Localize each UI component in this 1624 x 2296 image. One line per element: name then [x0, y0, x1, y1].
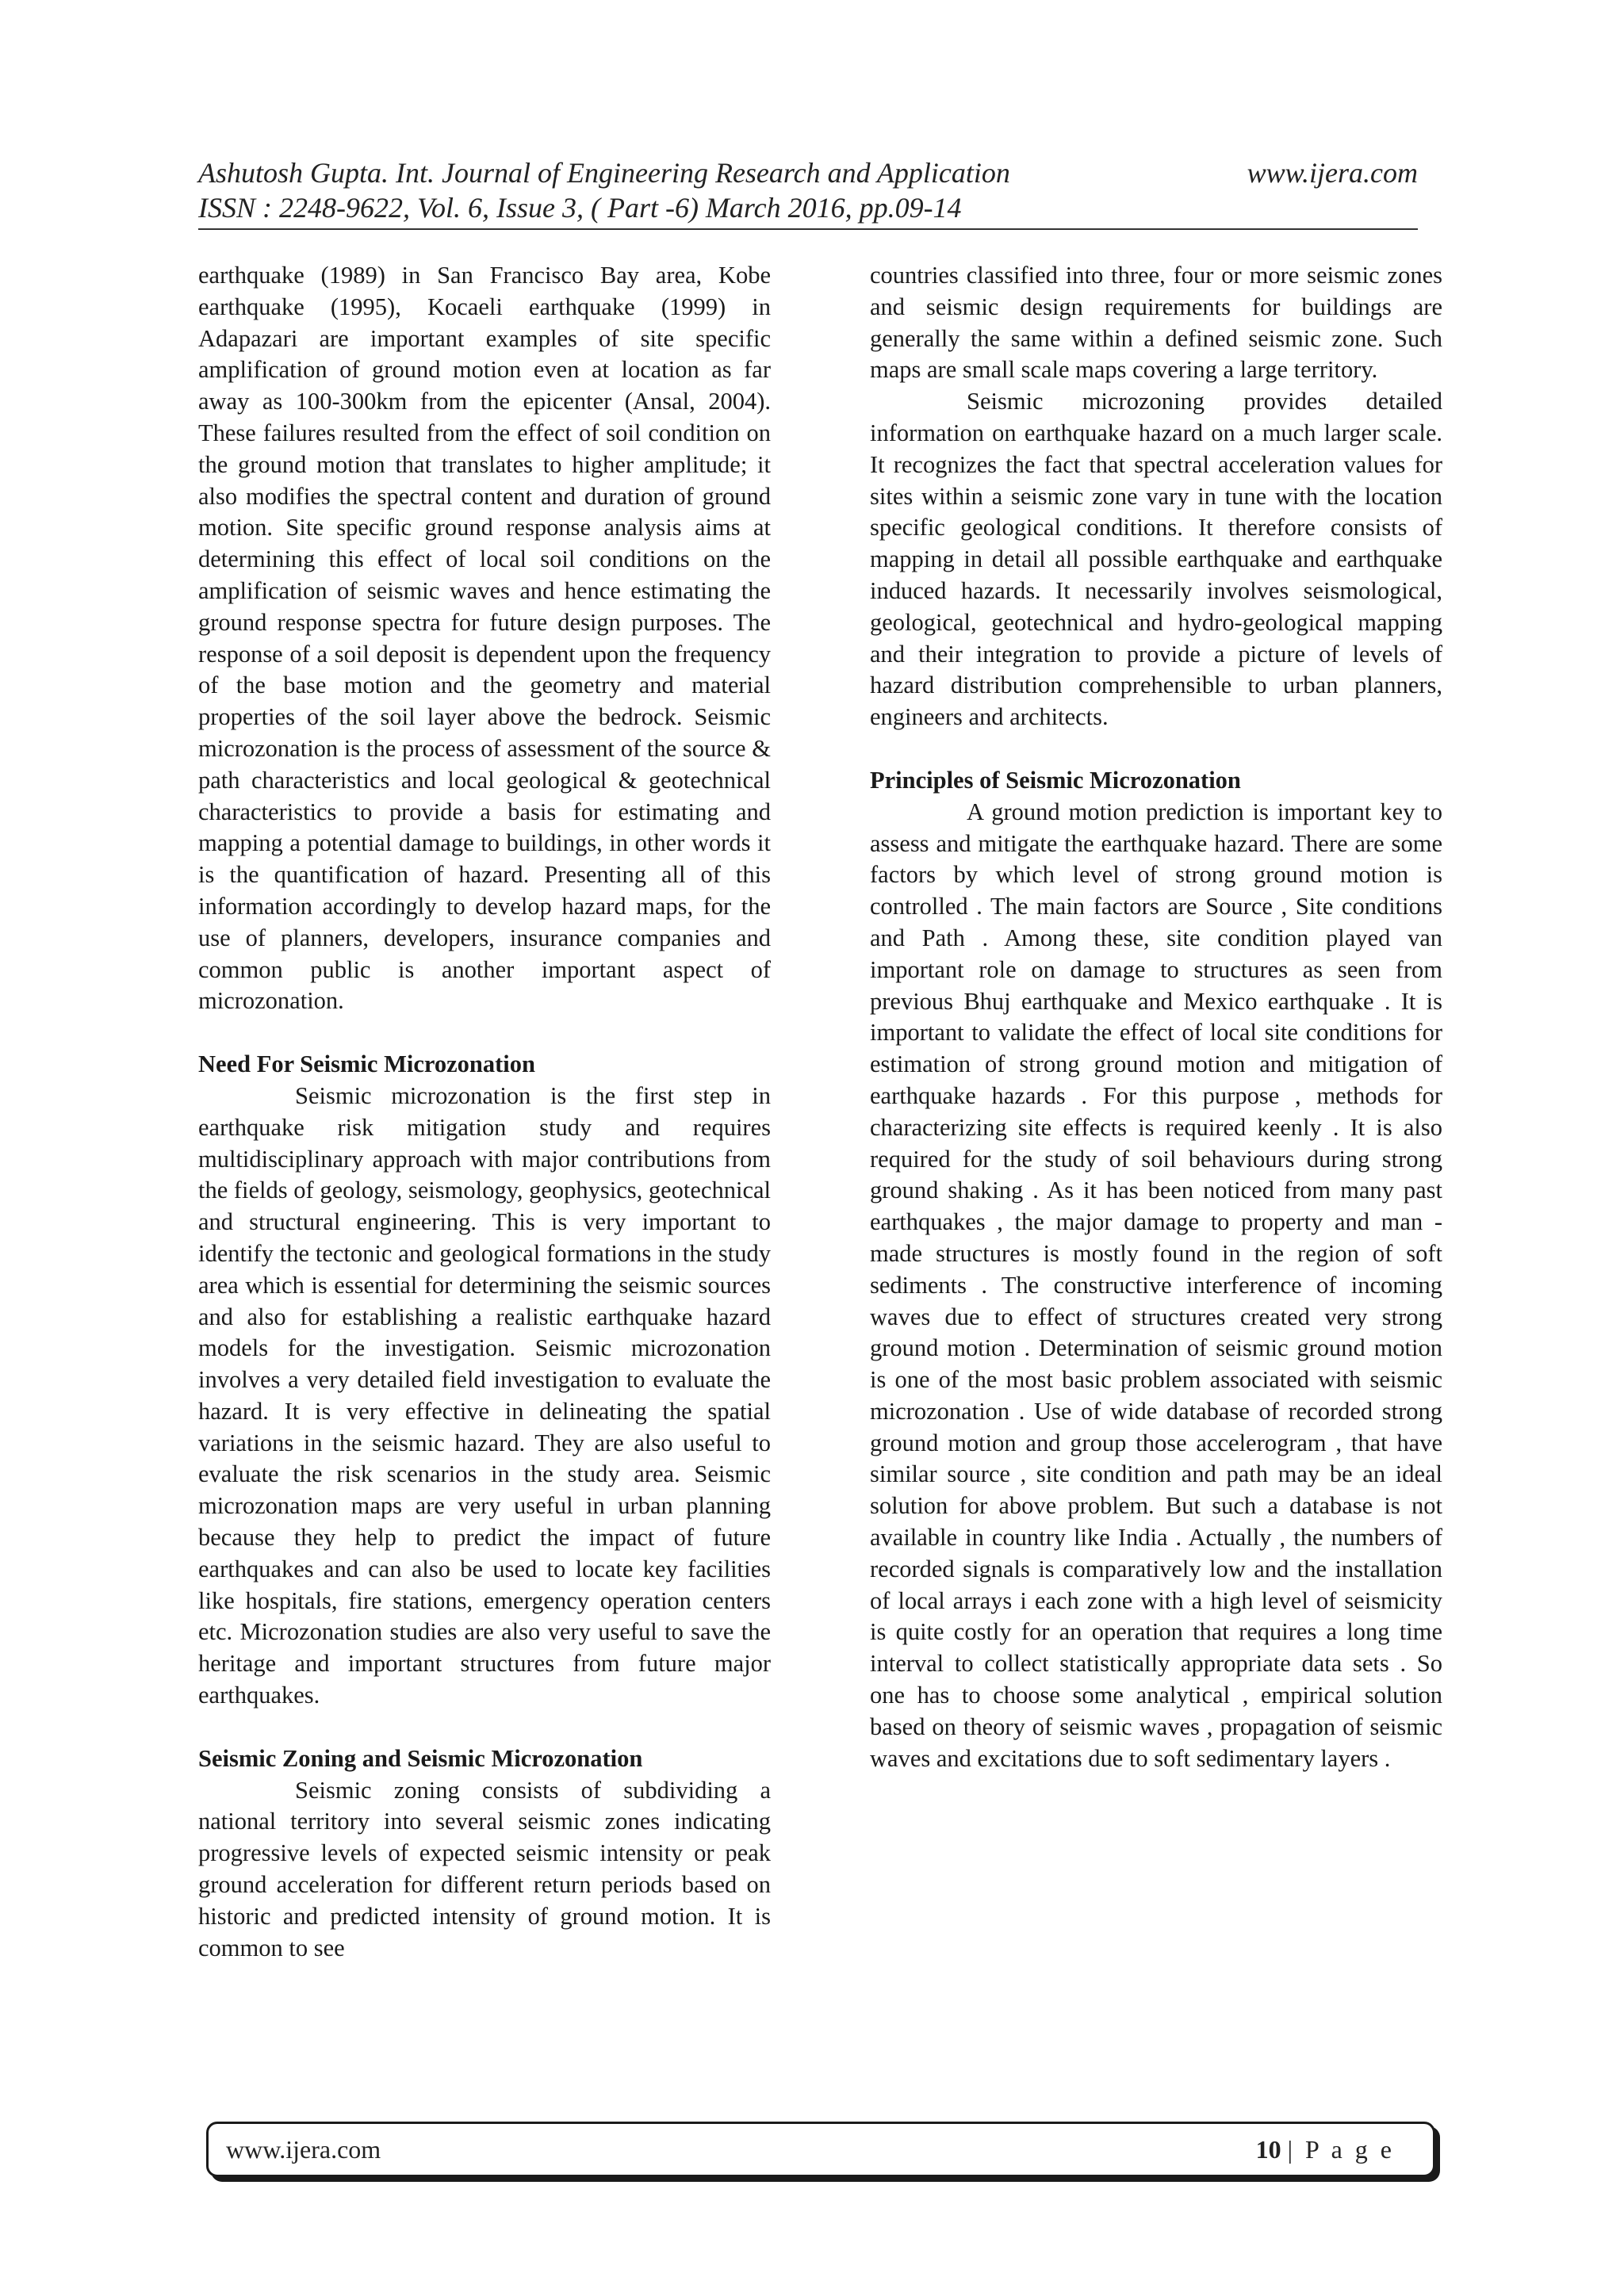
intro-paragraph: earthquake (1989) in San Francisco Bay area, Kobe earthquake (1995), Kocaeli earthquake (1999) in Adapazari are important examples of site specific amplification of ground motion even at location as far away as 100-300km from the epicenter (Ansal, 2004). These failures resulted from the effect of soil condition on the ground motion that translates to higher amplitude; it also modifies the spectral content and duration of ground motion. Site specific ground response analysis aims at determining this effect of local soil conditions on the amplification of seismic waves and hence estimating the ground response spectra for future design purposes. The response of a soil deposit is dependent upon the frequency of the base motion and the geometry and material properties of the soil layer above the bedrock. Seismic microzonation is the process of assessment of the source & path characteristics and local geological & geotechnical characteristics to provide a basis for estimating and mapping a potential damage to buildings, in other words it is the quantification of hazard. Presenting all of this information accordingly to develop hazard maps, for the use of planners, developers, insurance companies and common public is another important aspect of microzonation. — [198, 262, 771, 1015]
page-number: 10 — [1255, 2134, 1281, 2164]
header-line-1 — [198, 155, 1418, 190]
section-heading-principles: Principles of Seismic Microzonation — [870, 766, 1241, 794]
footer-website: www.ijera.com — [226, 2134, 381, 2164]
page-label: | P a g e — [1287, 2134, 1395, 2164]
section-heading-zoning: Seismic Zoning and Seismic Microzonation — [198, 1744, 643, 1772]
left-column — [198, 260, 771, 1964]
running-header — [198, 155, 1418, 225]
header-line-2 — [198, 190, 1418, 225]
need-paragraph: Seismic microzonation is the first step in earthquake risk mitigation study and requires multidisciplinary approach with major contributions from the fields of geology, seismology, geophysics, geotechnical and structural engineering. This is very important to identify the tectonic and geological formations in the study area which is essential for determining the seismic sources and also for establishing a realistic earthquake hazard models for the investigation. Seismic microzonation involves a very detailed field investigation to evaluate the hazard. It is very effective in delineating the spatial variations in the seismic hazard. They are also useful to evaluate the risk scenarios in the study area. Seismic microzonation maps are very useful in urban planning because they help to predict the impact of future earthquakes and can also be used to locate key facilities like hospitals, fire stations, emergency operation centers etc. Microzonation studies are also very useful to save the heritage and important structures from future major earthquakes. — [198, 1081, 771, 1709]
journal-website: www.ijera.com — [1247, 157, 1418, 189]
footer-page-indicator — [1256, 2135, 1395, 2164]
header-divider — [198, 228, 1418, 230]
right-column — [870, 260, 1442, 1774]
issue-info: ISSN : 2248-9622, Vol. 6, Issue 3, ( Part -6) March 2016, pp.09-14 — [198, 192, 962, 224]
microzoning-paragraph: Seismic microzoning provides detailed information on earthquake hazard on a much larger scale. It recognizes the fact that spectral acceleration values for sites within a seismic zone vary in tune with the location specific geological conditions. It therefore consists of mapping in detail all possible earthquake and earthquake induced hazards. It necessarily involves seismological, geological, geotechnical and hydro-geological mapping and their integration to provide a picture of levels of hazard distribution comprehensible to urban planners, engineers and architects. — [870, 388, 1442, 731]
section-heading-need: Need For Seismic Microzonation — [198, 1050, 535, 1078]
principles-paragraph: A ground motion prediction is important key to assess and mitigate the earthquake hazard. There are some factors by which level of strong ground motion is controlled . The main factors are Source , Site conditions and Path . Among these, site condition played van important role on damage to structures as seen from previous Bhuj earthquake and Mexico earthquake . It is important to validate the effect of local site conditions for estimation of strong ground motion and mitigation of earthquake hazards . For this purpose , methods for characterizing site effects is required keenly . It is also required for the study of soil behaviours during strong ground shaking . As it has been noticed from many past earthquakes , the major damage to property and man - made structures is mostly found in the region of soft sediments . The constructive interference of incoming waves due to effect of structures created very strong ground motion . Determination of seismic ground motion is one of the most basic problem associated with seismic microzonation . Use of wide database of recorded strong ground motion and group those accelerogram , that have similar source , site condition and path may be an ideal solution for above problem. But such a database is not available in country like India . Actually , the numbers of recorded signals is comparatively low and the installation of local arrays i each zone with a high level of seismicity is quite costly for an operation that requires a long time interval to collect statistically appropriate data sets . So one has to choose some analytical , empirical solution based on theory of seismic waves , propagation of seismic waves and excitations due to soft sedimentary layers . — [870, 798, 1442, 1772]
journal-citation: Ashutosh Gupta. Int. Journal of Engineering Research and Application — [198, 157, 1010, 189]
page-footer — [206, 2122, 1435, 2177]
continuation-paragraph: countries classified into three, four or more seismic zones and seismic design requirements for buildings are generally the same within a defined seismic zone. Such maps are small scale maps covering a large territory. — [870, 262, 1442, 384]
zoning-paragraph: Seismic zoning consists of subdividing a national territory into several seismic zones indicating progressive levels of expected seismic intensity or peak ground acceleration for different return periods based on historic and predicted intensity of ground motion. It is common to see — [198, 1776, 771, 1961]
